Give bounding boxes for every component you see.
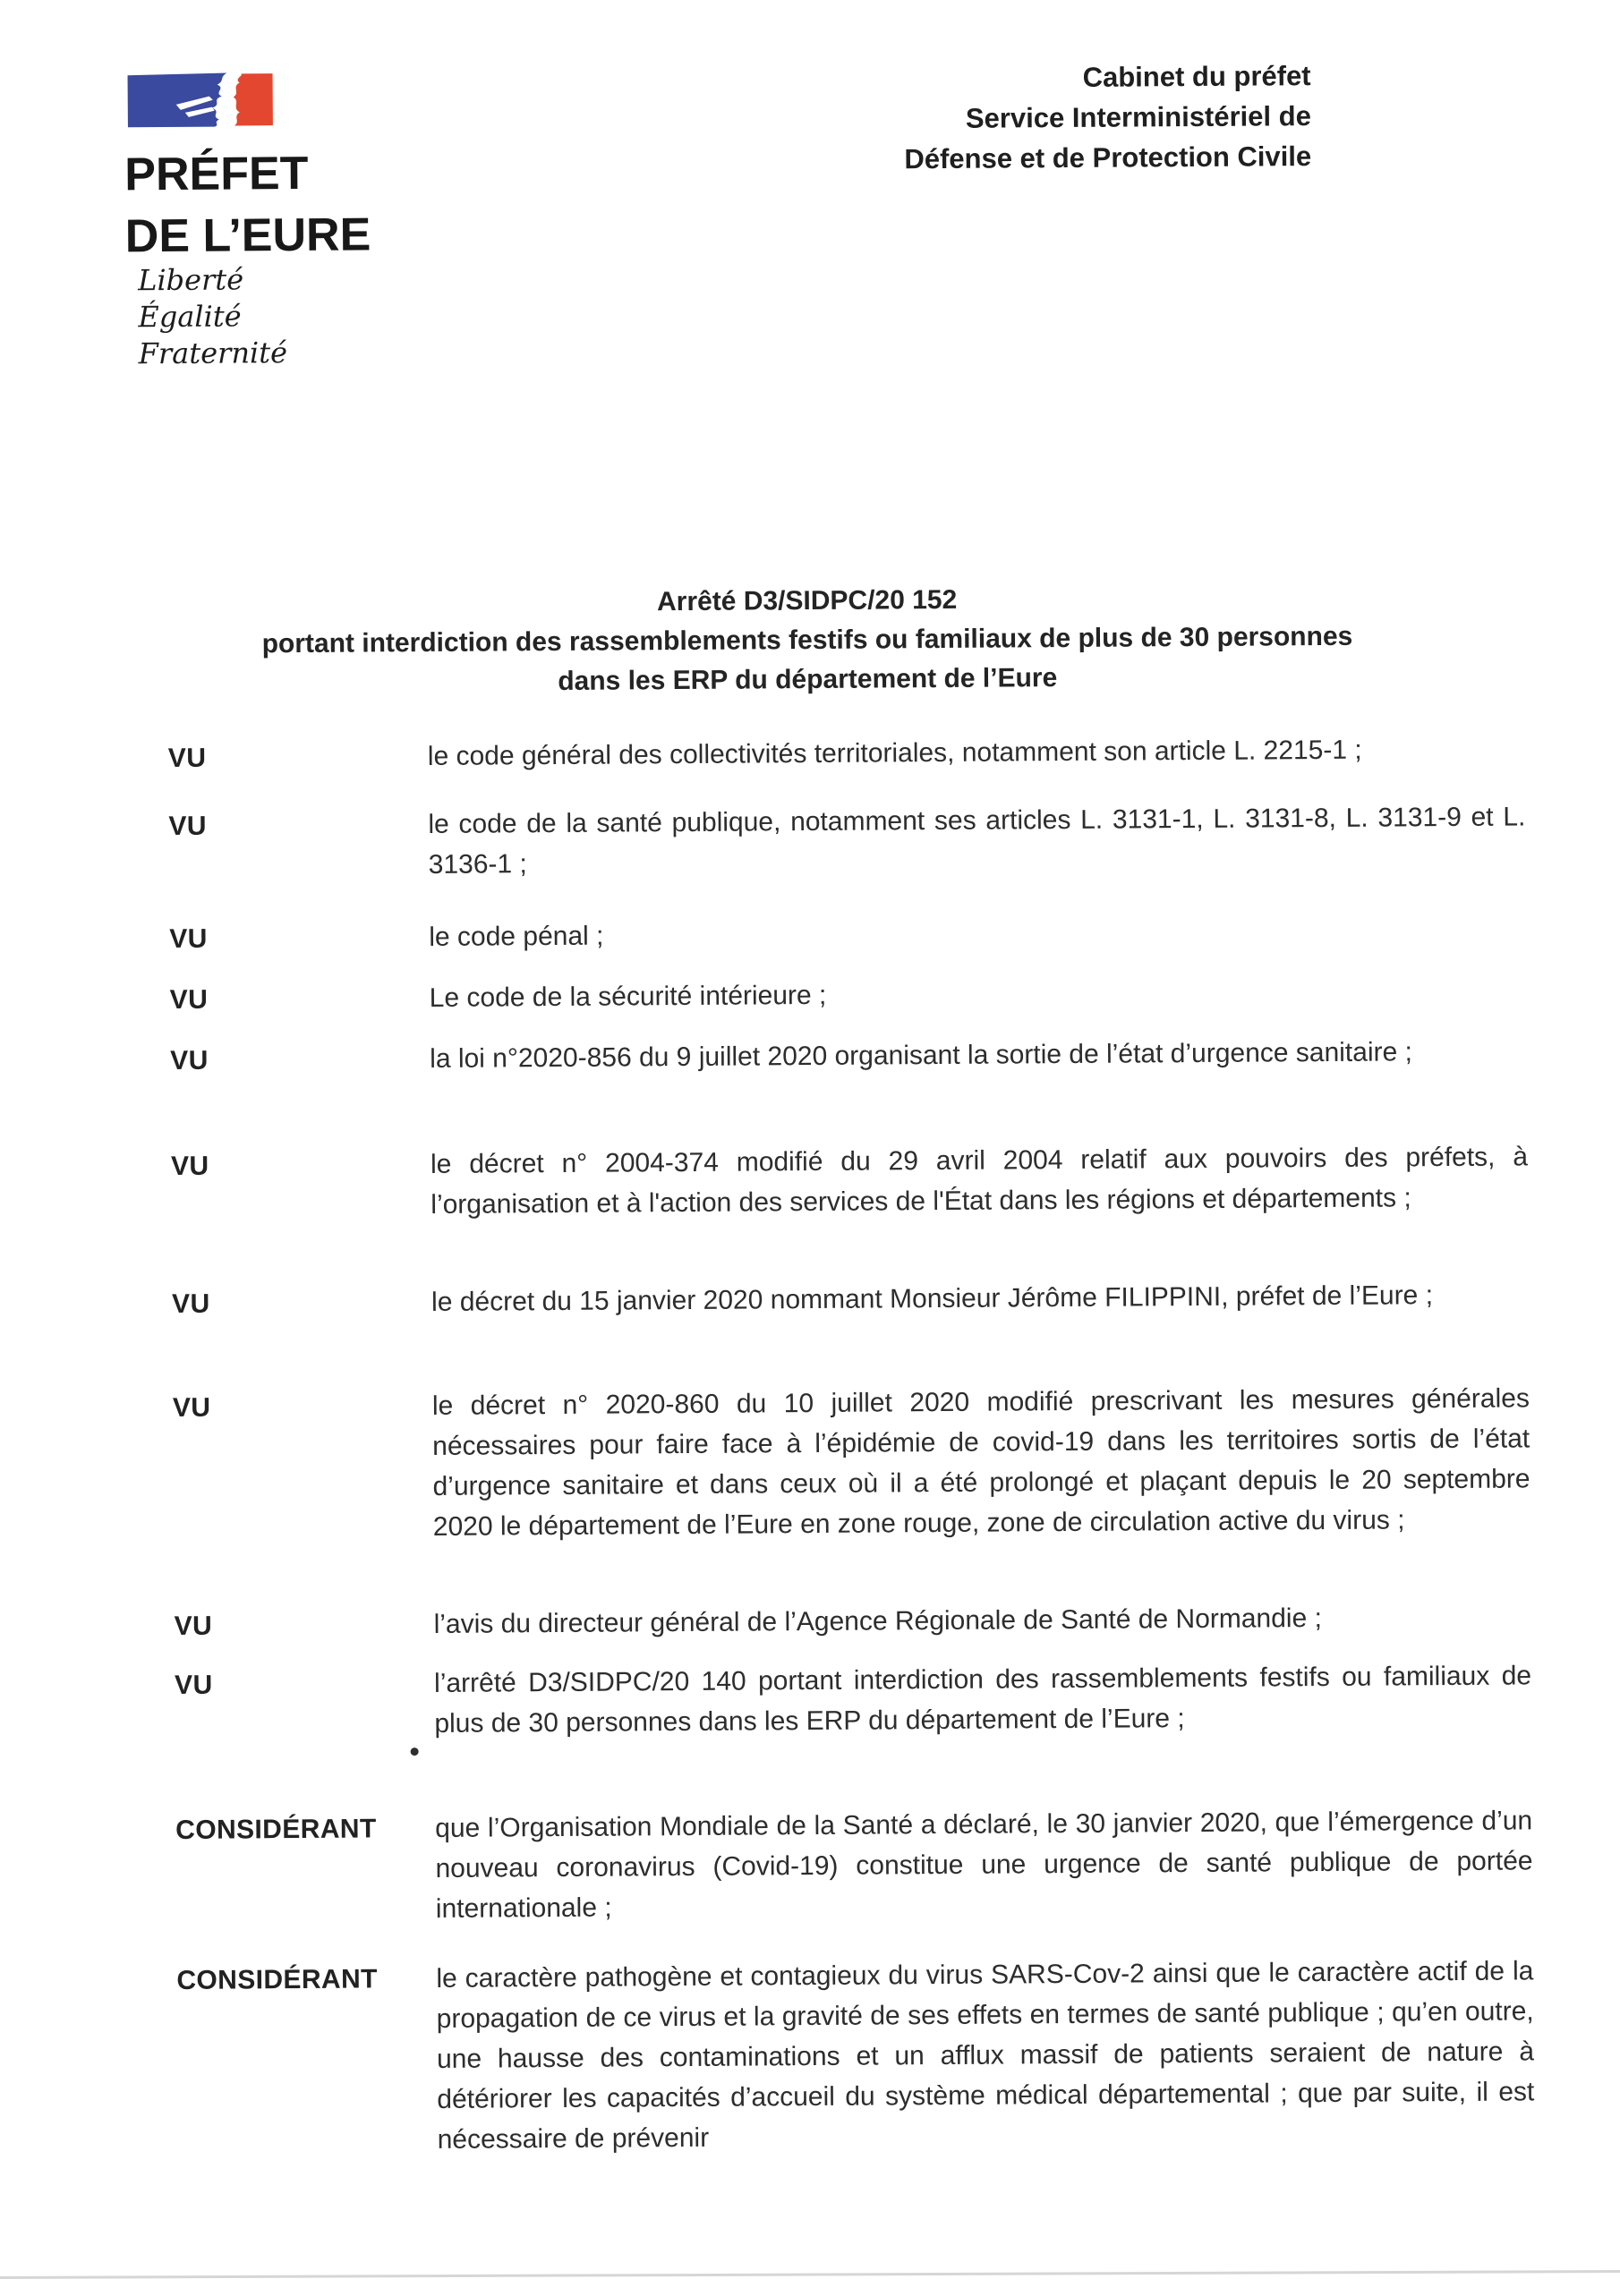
decree-title-scope: dans les ERP du département de l’Eure: [558, 663, 1058, 696]
clause-label: VU: [174, 1670, 213, 1700]
service-line-cabinet: Cabinet du préfet: [1082, 60, 1311, 93]
clause-row: [170, 970, 1527, 1020]
clause-label: VU: [168, 811, 207, 841]
prefecture-wordmark-line1: PRÉFET: [124, 147, 309, 201]
clause-row: [169, 909, 1526, 959]
clause-text: le caractère pathogène et contagieux du virus SARS-Cov-2 ainsi que le caractère actif de la propagation de ce virus et la gravité de ses effets en termes de santé publique ; qu’en outre, une hausse des contaminations et un afflux massif de patients seraient de nature à détériorer les capacités d’accueil du système médical départemental ; que par suite, il est nécessaire de prévenir: [436, 1956, 1535, 2155]
clause-text: le code pénal ;: [429, 921, 604, 952]
clause-row: [172, 1274, 1529, 1324]
clause-text: l’avis du directeur général de l’Agence Régionale de Santé de Normandie ;: [433, 1603, 1323, 1639]
clause-row: [170, 1031, 1527, 1081]
clause-row: [175, 1800, 1533, 1931]
clause-label: VU: [172, 1392, 211, 1423]
clause-label: CONSIDÉRANT: [176, 1964, 378, 1995]
clause-label: VU: [167, 743, 207, 773]
clause-row: [175, 1655, 1532, 1746]
clause-label: VU: [174, 1611, 213, 1641]
service-line-service: Service Interministériel de: [965, 100, 1311, 134]
motto-fraternite: Fraternité: [138, 336, 288, 371]
clause-row: [174, 1596, 1530, 1646]
clause-text: le code général des collectivités territoriales, notamment son article L. 2215-1 ;: [427, 735, 1362, 771]
clause-label: VU: [169, 923, 208, 954]
clause-text: la loi n°2020-856 du 9 juillet 2020 organisant la sortie de l’état d’urgence sanitaire ;: [430, 1037, 1413, 1074]
prefecture-wordmark-line2: DE L’EURE: [124, 208, 371, 263]
motto-egalite: Égalité: [138, 299, 242, 335]
clause-row: [168, 796, 1526, 887]
republic-motto: [138, 261, 287, 372]
clause-row: [176, 1951, 1535, 2162]
prefecture-wordmark: [124, 142, 371, 268]
clause-text: le décret n° 2004-374 modifié du 29 avril 2004 relatif aux pouvoirs des préfets, à l’organisation et à l'action des services de l'État dans les régions et départements ;: [430, 1142, 1529, 1220]
clause-row: [171, 1136, 1529, 1227]
clause-text: le décret du 15 janvier 2020 nommant Monsieur Jérôme FILIPPINI, préfet de l’Eure ;: [431, 1280, 1434, 1317]
decree-title-subject: portant interdiction des rassemblements festifs ou familiaux de plus de 30 personnes: [261, 621, 1353, 659]
clause-row: [173, 1378, 1530, 1549]
marianne-flag-icon: [126, 72, 275, 128]
clause-label: VU: [170, 1151, 209, 1181]
motto-liberte: Liberté: [137, 262, 244, 298]
service-line-defense: Défense et de Protection Civile: [904, 140, 1312, 175]
clause-row: [168, 728, 1525, 778]
french-republic-flag-logo: [126, 72, 275, 128]
clause-text: l’arrêté D3/SIDPC/20 140 portant interdiction des rassemblements festifs ou familiaux de plus de 30 personnes dans les ERP du département de l’Eure ;: [433, 1661, 1532, 1739]
bullet-dot: [411, 1748, 419, 1756]
clause-label: VU: [170, 1045, 209, 1076]
clause-text: le code de la santé publique, notamment ses articles L. 3131-1, L. 3131-8, L. 3131-9 et L. 3136-1 ;: [428, 802, 1526, 880]
clause-label: VU: [169, 984, 209, 1015]
clause-text: Le code de la sécurité intérieure ;: [429, 980, 827, 1013]
clause-label: CONSIDÉRANT: [175, 1814, 377, 1845]
clause-label: VU: [172, 1288, 210, 1319]
decree-title: [0, 576, 1617, 706]
clause-text: le décret n° 2020-860 du 10 juillet 2020 modifié prescrivant les mesures générales nécessaires pour faire face à l’épidémie de covid-19 dans les territoires sortis de l’état d’urgence sanitaire et dans ceux où il a été prolongé et plaçant depuis le 20 septembre 2020 le département de l’Eure en zone rouge, zone de circulation active du virus ;: [431, 1383, 1530, 1542]
decree-title-number: Arrêté D3/SIDPC/20 152: [656, 584, 958, 617]
issuing-service-block: [904, 55, 1312, 179]
clause-text: que l’Organisation Mondiale de la Santé a déclaré, le 30 janvier 2020, que l’émergence d’un nouveau coronavirus (Covid-19) constitue une urgence de santé publique de portée internationale ;: [435, 1806, 1533, 1924]
